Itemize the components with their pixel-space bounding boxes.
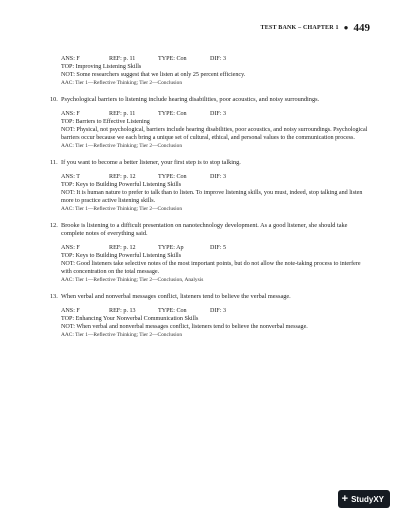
running-header — [261, 22, 370, 34]
answer-meta — [61, 308, 371, 316]
question-number: 10. — [50, 95, 58, 103]
note-line: NOT: It is human nature to prefer to talk than to listen. To improve listening skills, you must, indeed, stop talking and listen more to practice active listening skills. — [61, 189, 363, 204]
page-reference: REF: p. 13 — [109, 308, 136, 315]
question-item — [50, 159, 371, 167]
answer-block — [61, 56, 371, 87]
question-list — [50, 56, 371, 339]
answer-block — [61, 245, 371, 284]
aac-line: AAC: Tier 1—Reflective Thinking; Tier 2—Conclusion — [61, 205, 183, 212]
answer-block — [61, 308, 371, 339]
question-type: TYPE: Con — [158, 308, 187, 315]
topic-line: TOP: Enhancing Your Nonverbal Communication Skills — [61, 316, 199, 323]
question-number: 13. — [50, 293, 58, 301]
aac-line: AAC: Tier 1—Reflective Thinking; Tier 2—Conclusion — [61, 332, 183, 339]
studyxy-watermark — [338, 490, 390, 508]
answer-block — [61, 111, 371, 150]
question-item — [50, 222, 371, 238]
topic-line: TOP: Barriers to Effective Listening — [61, 119, 150, 126]
note-line: NOT: Physical, not psychological, barriers include hearing disabilities, poor acoustics, and noisy surroundings. Psychological barriers occur because we each bring a unique set of cultural, ethical, and personal values to the communication process. — [61, 126, 368, 141]
question-text: If you want to become a better listener, your first step is to stop talking. — [61, 158, 241, 166]
answer-value: ANS: F — [61, 111, 80, 118]
difficulty: DIF: 3 — [210, 111, 227, 118]
note-line: NOT: Good listeners take selective notes of the most important points, but do not allow the note-taking process to interfere with concentration on the total message. — [61, 261, 361, 276]
aac-line: AAC: Tier 1—Reflective Thinking; Tier 2—Conclusion — [61, 142, 183, 149]
page-reference: REF: p. 12 — [109, 245, 136, 252]
note-line: NOT: Some researchers suggest that we listen at only 25 percent efficiency. — [61, 71, 246, 78]
aac-line: AAC: Tier 1—Reflective Thinking; Tier 2—Conclusion — [61, 79, 183, 86]
answer-meta — [61, 174, 371, 182]
question-item — [50, 96, 371, 104]
chapter-label: TEST BANK – CHAPTER 1 — [260, 25, 339, 31]
question-text: When verbal and nonverbal messages conflict, listeners tend to believe the verbal message. — [61, 293, 291, 301]
question-type: TYPE: Ap — [158, 245, 184, 252]
note-line: NOT: When verbal and nonverbal messages conflict, listeners tend to believe the nonverbal message. — [61, 324, 308, 331]
topic-line: TOP: Keys to Building Powerful Listening Skills — [61, 253, 182, 260]
difficulty: DIF: 5 — [210, 245, 227, 252]
question-item — [50, 293, 371, 301]
answer-value: ANS: T — [61, 174, 81, 181]
question-type: TYPE: Con — [158, 56, 187, 62]
bullet-icon: ● — [343, 23, 349, 32]
question-text: Brooke is listening to a difficult presentation on nanotechnology development. As a good listener, she should take complete notes of everything said. — [61, 221, 348, 238]
topic-line: TOP: Keys to Building Powerful Listening Skills — [61, 182, 182, 189]
question-type: TYPE: Con — [158, 174, 187, 181]
question-number: 11. — [50, 158, 58, 166]
page-reference: REF: p. 12 — [109, 174, 136, 181]
page-reference: REF: p. 11 — [109, 56, 136, 62]
answer-block — [61, 174, 371, 213]
answer-meta — [61, 111, 371, 119]
question-text: Psychological barriers to listening include hearing disabilities, poor acoustics, and noisy surroundings. — [61, 95, 320, 103]
question-type: TYPE: Con — [158, 111, 187, 118]
answer-value: ANS: F — [61, 245, 80, 252]
page-number: 449 — [353, 22, 370, 34]
answer-value: ANS: F — [61, 308, 80, 315]
difficulty: DIF: 3 — [210, 308, 227, 315]
brand-name: StudyXY — [351, 494, 384, 504]
answer-meta — [61, 56, 371, 64]
difficulty: DIF: 3 — [210, 174, 227, 181]
aac-line: AAC: Tier 1—Reflective Thinking; Tier 2—Conclusion, Analysis — [61, 277, 204, 284]
page-reference: REF: p. 11 — [109, 111, 136, 118]
question-number: 12. — [50, 221, 58, 229]
plus-icon: + — [341, 492, 349, 505]
answer-value: ANS: F — [61, 56, 80, 62]
topic-line: TOP: Improving Listening Skills — [61, 63, 142, 70]
difficulty: DIF: 3 — [210, 56, 227, 62]
